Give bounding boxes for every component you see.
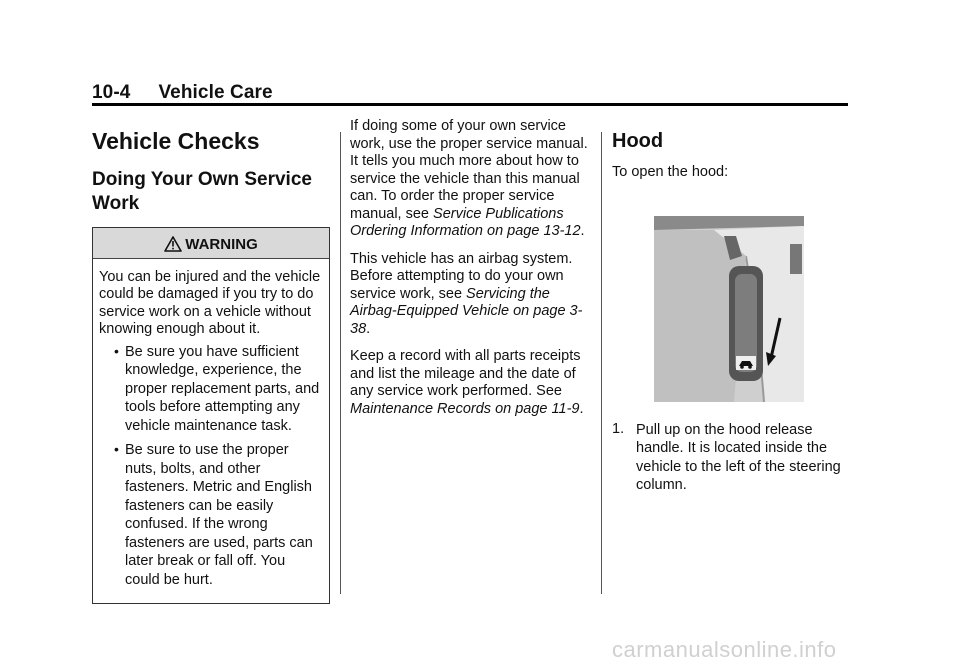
paragraph-service-manual: If doing some of your own service work, use the proper service manual. It tells you much more about how to service the vehicle than this manual can. To order the proper service manual, see Service Publications Ordering Information on page 13-12. [350,118,588,239]
warning-bullet [99,441,323,589]
column-right [612,118,850,495]
step-text: Pull up on the hood release handle. It is located inside the vehicle to the left of the steering column. [636,421,841,493]
warning-header [93,228,329,259]
page-number: 10-4 [92,82,131,103]
watermark: carmanualsonline.info [612,637,837,662]
paragraph-airbag: This vehicle has an airbag system. Before attempting to do your own service work, see Servicing the Airbag-Equipped Vehicle on page 3-38. [350,250,583,337]
bullet-dot: • [114,342,119,359]
warning-intro: You can be injured and the vehicle could be damaged if you try to do service work on a vehicle without knowing enough about it. [99,268,321,338]
warning-triangle-icon [164,236,182,252]
warning-box [92,227,330,605]
cross-reference-link[interactable]: Maintenance Records on page 11-9 [350,400,580,417]
section-title: Vehicle Care [158,82,273,103]
page-title: Vehicle Checks [92,128,260,154]
cross-reference-link[interactable]: Servicing the Airbag-Equipped Vehicle on page 3-38 [350,285,583,337]
hood-intro: To open the hood: [612,164,729,180]
hood-heading: Hood [612,130,664,152]
column-left [92,118,330,604]
section-heading: Doing Your Own Service Work [92,168,312,215]
bullet-text: Be sure you have sufficient knowledge, experience, the proper replacement parts, and tools before attempting any vehicle maintenance task. [125,343,320,434]
column-divider-1 [340,132,341,594]
header-rule [92,103,848,106]
warning-bullet [99,343,323,436]
bullet-dot: • [114,441,119,458]
running-header [92,82,273,104]
warning-label: WARNING [185,235,258,253]
step-item [612,421,850,495]
column-divider-2 [601,132,602,594]
paragraph-records: Keep a record with all parts receipts and list the mileage and the date of any service work performed. See Maintenance Records on page 11-9. [350,348,584,417]
column-middle [350,118,592,428]
bullet-text: Be sure to use the proper nuts, bolts, and other fasteners. Metric and English fasteners can be easily confused. If the wrong fasteners are used, parts can later break or fall off. You could be hurt. [125,442,313,588]
cross-reference-link[interactable]: Service Publications Ordering Information on page 13-12 [350,205,581,239]
hood-release-illustration [654,216,804,402]
step-number: 1. [612,420,625,437]
warning-body [93,259,329,604]
